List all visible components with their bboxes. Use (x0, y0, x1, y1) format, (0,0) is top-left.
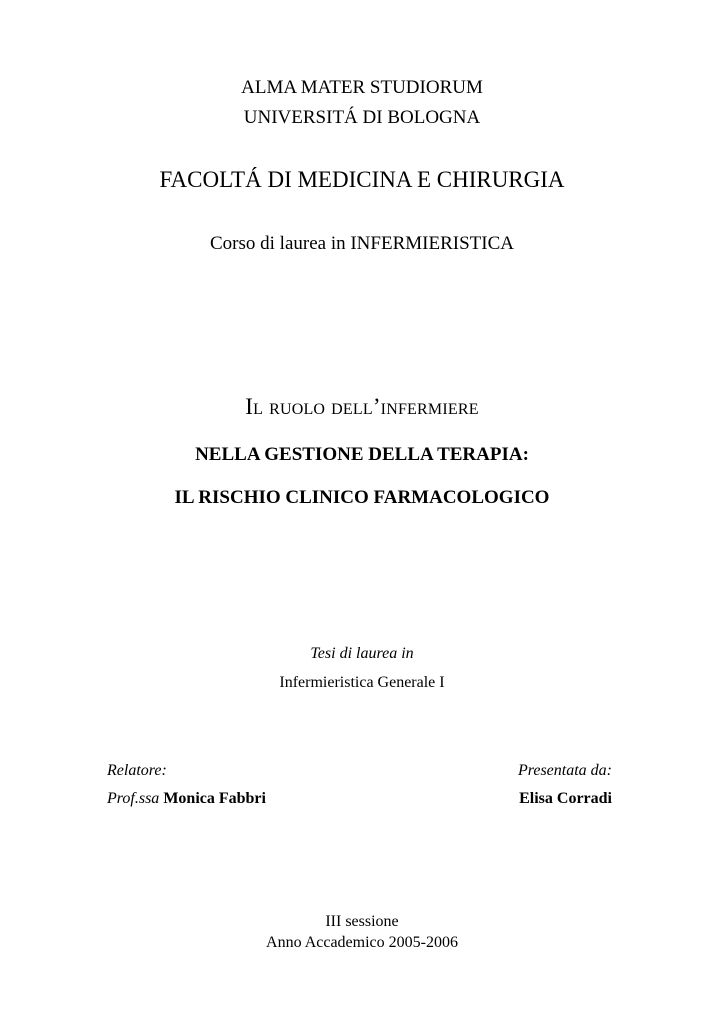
thesis-title-line2: NELLA GESTIONE DELLA TERAPIA: (195, 444, 529, 465)
thesis-type-label: Tesi di laurea in (310, 645, 414, 662)
session: III sessione (325, 913, 399, 930)
author-label: Presentata da: (517, 762, 612, 779)
author-name: Elisa Corradi (519, 790, 612, 807)
academic-year: Anno Accademico 2005-2006 (266, 934, 458, 951)
course-name: Corso di laurea in INFERMIERISTICA (210, 233, 514, 254)
supervisor-line (107, 790, 266, 808)
university-name-line2: UNIVERSITÁ DI BOLOGNA (243, 107, 481, 128)
supervisor-label: Relatore: (107, 762, 167, 779)
faculty-name: FACOLTÁ DI MEDICINA E CHIRURGIA (159, 167, 565, 192)
thesis-title-line3: IL RISCHIO CLINICO FARMACOLOGICO (174, 487, 550, 508)
supervisor-title: Prof.ssa (107, 790, 160, 807)
thesis-title-line1: Il ruolo dell’infermiere (245, 394, 479, 419)
university-name-line1: ALMA MATER STUDIORUM (241, 77, 483, 98)
thesis-subject: Infermieristica Generale I (279, 674, 445, 691)
supervisor-name: Monica Fabbri (163, 790, 266, 807)
